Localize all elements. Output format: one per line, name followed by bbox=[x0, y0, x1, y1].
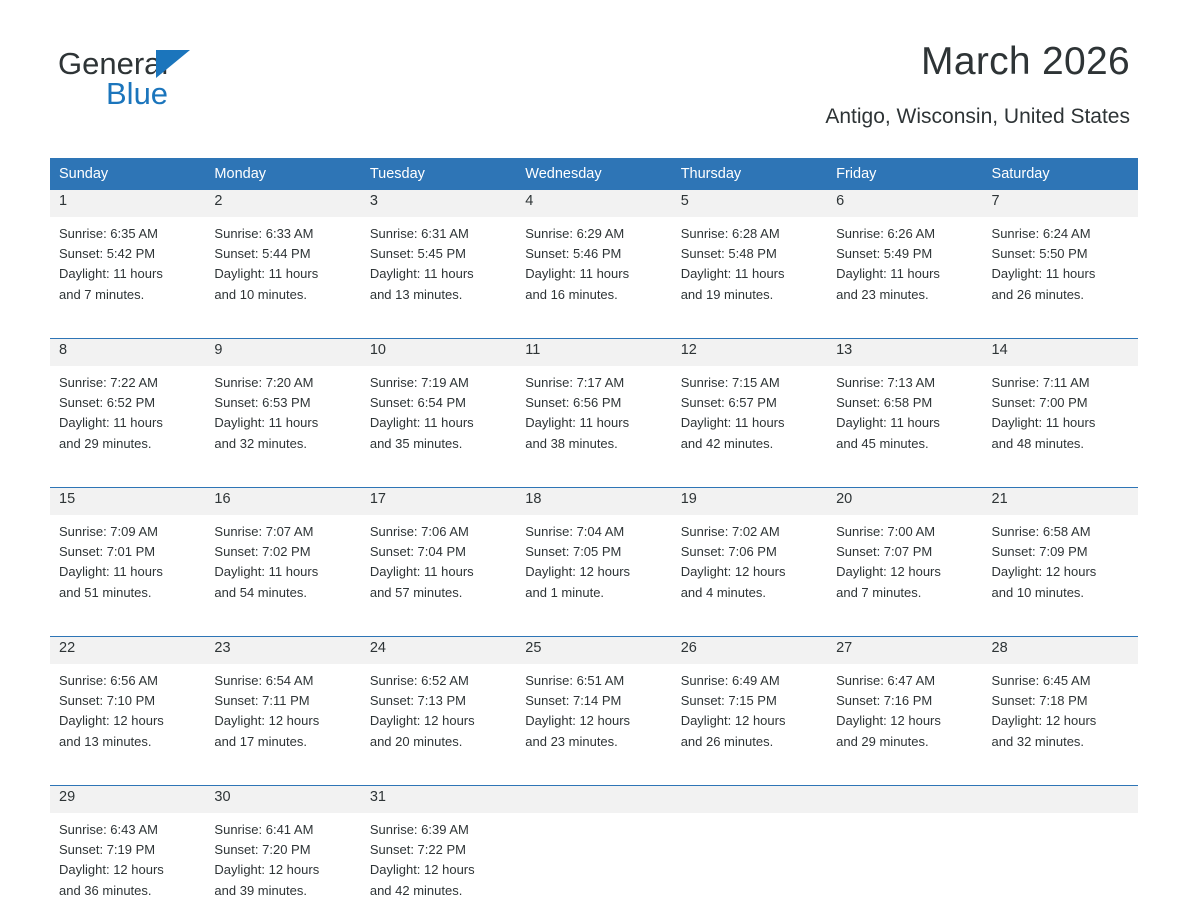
day-number: 26 bbox=[672, 637, 827, 664]
day-number: 22 bbox=[50, 637, 205, 664]
sunset-text: Sunset: 6:54 PM bbox=[369, 395, 466, 411]
daylight-text-line2: and 4 minutes. bbox=[680, 584, 766, 600]
sunrise-text: Sunrise: 6:24 AM bbox=[991, 226, 1091, 241]
sunrise-text: Sunrise: 6:26 AM bbox=[836, 226, 936, 241]
sunrise-text: Sunrise: 7:17 AM bbox=[525, 375, 625, 390]
day-number: 19 bbox=[672, 488, 827, 515]
day-cell bbox=[205, 338, 360, 473]
weekday-header-thursday: Thursday bbox=[672, 158, 827, 189]
weekday-header-sunday: Sunday bbox=[50, 158, 205, 189]
daylight-text-line2: and 10 minutes. bbox=[214, 286, 307, 302]
sunset-text: Sunset: 7:06 PM bbox=[680, 544, 777, 560]
day-cell bbox=[983, 636, 1138, 771]
sunset-text: Sunset: 7:13 PM bbox=[369, 693, 466, 709]
sunrise-text: Sunrise: 6:28 AM bbox=[680, 226, 780, 241]
sunset-text: Sunset: 7:00 PM bbox=[991, 395, 1088, 411]
sunrise-text: Sunrise: 6:29 AM bbox=[525, 226, 625, 241]
day-info bbox=[827, 664, 982, 752]
generalblue-logo bbox=[58, 48, 258, 110]
day-cell bbox=[672, 189, 827, 324]
sunrise-text: Sunrise: 7:15 AM bbox=[680, 375, 780, 390]
daylight-text-line1: Daylight: 12 hours bbox=[214, 862, 320, 878]
day-info bbox=[205, 813, 360, 901]
day-cell bbox=[50, 487, 205, 622]
day-info bbox=[361, 664, 516, 752]
daylight-text-line1: Daylight: 11 hours bbox=[369, 266, 474, 282]
sunrise-text: Sunrise: 6:45 AM bbox=[991, 673, 1091, 688]
daylight-text-line2: and 19 minutes. bbox=[680, 286, 774, 302]
sunrise-text: Sunrise: 6:51 AM bbox=[525, 673, 625, 688]
sunrise-text: Sunrise: 7:06 AM bbox=[369, 524, 469, 539]
calendar-week-row bbox=[50, 338, 1138, 473]
sunrise-text: Sunrise: 6:49 AM bbox=[680, 673, 780, 688]
day-info bbox=[516, 366, 671, 454]
day-cell bbox=[827, 487, 982, 622]
daylight-text-line1: Daylight: 11 hours bbox=[680, 415, 785, 431]
day-cell bbox=[983, 338, 1138, 473]
day-info bbox=[827, 366, 982, 454]
daylight-text-line2: and 51 minutes. bbox=[59, 584, 152, 600]
sunset-text: Sunset: 5:46 PM bbox=[525, 246, 622, 262]
sunrise-text: Sunrise: 7:07 AM bbox=[214, 524, 314, 539]
day-cell bbox=[672, 338, 827, 473]
daylight-text-line1: Daylight: 12 hours bbox=[836, 564, 941, 580]
daylight-text-line2: and 54 minutes. bbox=[214, 584, 307, 600]
daylight-text-line1: Daylight: 11 hours bbox=[836, 415, 940, 431]
daylight-text-line2: and 42 minutes. bbox=[680, 435, 774, 451]
day-info bbox=[672, 217, 827, 305]
weekday-header-friday: Friday bbox=[827, 158, 982, 189]
sunset-text: Sunset: 5:49 PM bbox=[836, 246, 933, 262]
sunrise-text: Sunrise: 6:52 AM bbox=[369, 673, 469, 688]
day-info bbox=[827, 217, 982, 305]
daylight-text-line1: Daylight: 11 hours bbox=[369, 415, 474, 431]
daylight-text-line1: Daylight: 11 hours bbox=[525, 266, 630, 282]
day-number: 30 bbox=[205, 786, 360, 813]
daylight-text-line2: and 29 minutes. bbox=[59, 435, 152, 451]
page-title: March 2026 bbox=[921, 40, 1130, 83]
day-number: 24 bbox=[361, 637, 516, 664]
day-cell-empty bbox=[827, 785, 982, 920]
day-number: 7 bbox=[983, 190, 1138, 217]
day-number: 18 bbox=[516, 488, 671, 515]
daylight-text-line1: Daylight: 12 hours bbox=[991, 564, 1097, 580]
day-info bbox=[516, 664, 671, 752]
day-cell bbox=[516, 189, 671, 324]
day-number: 17 bbox=[361, 488, 516, 515]
daylight-text-line1: Daylight: 12 hours bbox=[680, 713, 786, 729]
daylight-text-line1: Daylight: 12 hours bbox=[991, 713, 1097, 729]
sunset-text: Sunset: 6:58 PM bbox=[836, 395, 933, 411]
day-number: 2 bbox=[205, 190, 360, 217]
daylight-text-line1: Daylight: 11 hours bbox=[369, 564, 474, 580]
daylight-text-line1: Daylight: 12 hours bbox=[59, 713, 164, 729]
sunrise-text: Sunrise: 6:39 AM bbox=[369, 822, 469, 837]
logo-text-blue: Blue bbox=[106, 76, 169, 111]
calendar-week-row bbox=[50, 487, 1138, 622]
day-info bbox=[672, 515, 827, 603]
sunrise-text: Sunrise: 7:02 AM bbox=[680, 524, 780, 539]
sunset-text: Sunset: 5:50 PM bbox=[991, 246, 1088, 262]
daylight-text-line1: Daylight: 11 hours bbox=[525, 415, 630, 431]
sunset-text: Sunset: 6:56 PM bbox=[525, 395, 622, 411]
day-cell-empty bbox=[516, 785, 671, 920]
week-spacer-cell bbox=[50, 324, 1138, 338]
day-info bbox=[205, 515, 360, 603]
daylight-text-line2: and 29 minutes. bbox=[836, 733, 929, 749]
day-cell bbox=[672, 636, 827, 771]
daylight-text-line1: Daylight: 11 hours bbox=[991, 266, 1096, 282]
daylight-text-line1: Daylight: 12 hours bbox=[369, 713, 475, 729]
page-header bbox=[50, 0, 1138, 128]
sunrise-text: Sunrise: 7:11 AM bbox=[991, 375, 1090, 390]
daylight-text-line2: and 42 minutes. bbox=[369, 882, 463, 898]
daylight-text-line2: and 32 minutes. bbox=[991, 733, 1085, 749]
sunset-text: Sunset: 7:07 PM bbox=[836, 544, 933, 560]
day-number bbox=[827, 786, 982, 813]
daylight-text-line2: and 26 minutes. bbox=[680, 733, 774, 749]
day-cell bbox=[672, 487, 827, 622]
sunset-text: Sunset: 7:02 PM bbox=[214, 544, 311, 560]
daylight-text-line1: Daylight: 11 hours bbox=[59, 266, 163, 282]
sunset-text: Sunset: 6:52 PM bbox=[59, 395, 156, 411]
sunset-text: Sunset: 7:11 PM bbox=[214, 693, 310, 709]
daylight-text-line1: Daylight: 12 hours bbox=[836, 713, 941, 729]
day-cell bbox=[516, 338, 671, 473]
sunrise-text: Sunrise: 6:43 AM bbox=[59, 822, 158, 837]
weekday-header-tuesday: Tuesday bbox=[361, 158, 516, 189]
day-cell bbox=[205, 189, 360, 324]
daylight-text-line1: Daylight: 12 hours bbox=[525, 564, 631, 580]
day-number: 13 bbox=[827, 339, 982, 366]
day-number: 12 bbox=[672, 339, 827, 366]
day-cell bbox=[50, 338, 205, 473]
day-cell bbox=[827, 636, 982, 771]
day-cell bbox=[827, 189, 982, 324]
day-number: 28 bbox=[983, 637, 1138, 664]
day-number: 6 bbox=[827, 190, 982, 217]
day-number: 1 bbox=[50, 190, 205, 217]
sunset-text: Sunset: 7:14 PM bbox=[525, 693, 622, 709]
day-cell bbox=[983, 189, 1138, 324]
sunset-text: Sunset: 5:42 PM bbox=[59, 246, 156, 262]
sunrise-text: Sunrise: 7:00 AM bbox=[836, 524, 936, 539]
calendar-week-row bbox=[50, 636, 1138, 771]
weekday-header-saturday: Saturday bbox=[983, 158, 1138, 189]
daylight-text-line1: Daylight: 12 hours bbox=[525, 713, 631, 729]
daylight-text-line1: Daylight: 11 hours bbox=[214, 415, 319, 431]
calendar-header-row bbox=[50, 158, 1138, 189]
day-number: 31 bbox=[361, 786, 516, 813]
daylight-text-line2: and 13 minutes. bbox=[369, 286, 463, 302]
calendar-week-row bbox=[50, 785, 1138, 920]
daylight-text-line1: Daylight: 12 hours bbox=[214, 713, 320, 729]
daylight-text-line2: and 38 minutes. bbox=[525, 435, 618, 451]
day-info bbox=[516, 515, 671, 603]
sunset-text: Sunset: 5:48 PM bbox=[680, 246, 777, 262]
sunset-text: Sunset: 7:04 PM bbox=[369, 544, 466, 560]
day-info bbox=[205, 366, 360, 454]
day-info bbox=[50, 217, 205, 305]
day-info bbox=[50, 366, 205, 454]
day-cell bbox=[361, 189, 516, 324]
daylight-text-line2: and 7 minutes. bbox=[59, 286, 145, 302]
sunset-text: Sunset: 5:44 PM bbox=[214, 246, 311, 262]
day-cell bbox=[361, 785, 516, 920]
daylight-text-line2: and 35 minutes. bbox=[369, 435, 463, 451]
day-info bbox=[50, 515, 205, 603]
day-info bbox=[361, 515, 516, 603]
day-number: 9 bbox=[205, 339, 360, 366]
day-cell bbox=[516, 636, 671, 771]
day-number: 25 bbox=[516, 637, 671, 664]
day-number: 11 bbox=[516, 339, 671, 366]
daylight-text-line2: and 39 minutes. bbox=[214, 882, 307, 898]
daylight-text-line2: and 26 minutes. bbox=[991, 286, 1085, 302]
day-cell bbox=[50, 636, 205, 771]
day-number: 20 bbox=[827, 488, 982, 515]
day-info bbox=[827, 515, 982, 603]
sunset-text: Sunset: 7:20 PM bbox=[214, 842, 311, 858]
day-info bbox=[50, 664, 205, 752]
sunset-text: Sunset: 7:05 PM bbox=[525, 544, 622, 560]
daylight-text-line2: and 32 minutes. bbox=[214, 435, 307, 451]
weekday-header-monday: Monday bbox=[205, 158, 360, 189]
day-number: 14 bbox=[983, 339, 1138, 366]
sunrise-text: Sunrise: 6:41 AM bbox=[214, 822, 314, 837]
daylight-text-line2: and 16 minutes. bbox=[525, 286, 618, 302]
day-info bbox=[361, 217, 516, 305]
day-cell bbox=[361, 338, 516, 473]
daylight-text-line1: Daylight: 11 hours bbox=[59, 564, 163, 580]
sunrise-text: Sunrise: 7:22 AM bbox=[59, 375, 158, 390]
sunset-text: Sunset: 7:09 PM bbox=[991, 544, 1088, 560]
daylight-text-line2: and 10 minutes. bbox=[991, 584, 1085, 600]
sunrise-text: Sunrise: 7:19 AM bbox=[369, 375, 469, 390]
daylight-text-line2: and 36 minutes. bbox=[59, 882, 152, 898]
week-spacer bbox=[50, 622, 1138, 636]
day-info bbox=[672, 366, 827, 454]
day-number: 21 bbox=[983, 488, 1138, 515]
logo-text-general: General bbox=[58, 46, 169, 81]
daylight-text-line2: and 1 minute. bbox=[525, 584, 605, 600]
sunset-text: Sunset: 7:10 PM bbox=[59, 693, 156, 709]
sunrise-sunset-calendar bbox=[50, 158, 1138, 920]
sunrise-text: Sunrise: 7:13 AM bbox=[836, 375, 936, 390]
daylight-text-line2: and 23 minutes. bbox=[525, 733, 618, 749]
daylight-text-line1: Daylight: 11 hours bbox=[836, 266, 940, 282]
daylight-text-line2: and 13 minutes. bbox=[59, 733, 152, 749]
day-number: 4 bbox=[516, 190, 671, 217]
day-info bbox=[361, 366, 516, 454]
day-number bbox=[672, 786, 827, 813]
daylight-text-line1: Daylight: 11 hours bbox=[214, 564, 319, 580]
daylight-text-line2: and 17 minutes. bbox=[214, 733, 307, 749]
day-cell bbox=[827, 338, 982, 473]
daylight-text-line2: and 45 minutes. bbox=[836, 435, 929, 451]
page-subtitle-location: Antigo, Wisconsin, United States bbox=[825, 105, 1130, 128]
sunrise-text: Sunrise: 6:31 AM bbox=[369, 226, 469, 241]
daylight-text-line1: Daylight: 12 hours bbox=[369, 862, 475, 878]
sunset-text: Sunset: 5:45 PM bbox=[369, 246, 466, 262]
sunset-text: Sunset: 7:19 PM bbox=[59, 842, 156, 858]
week-spacer bbox=[50, 324, 1138, 338]
day-cell bbox=[205, 785, 360, 920]
sunset-text: Sunset: 7:18 PM bbox=[991, 693, 1088, 709]
week-spacer bbox=[50, 473, 1138, 487]
day-number bbox=[983, 786, 1138, 813]
sunset-text: Sunset: 6:53 PM bbox=[214, 395, 311, 411]
day-number: 16 bbox=[205, 488, 360, 515]
week-spacer-cell bbox=[50, 473, 1138, 487]
day-cell bbox=[361, 636, 516, 771]
day-number: 3 bbox=[361, 190, 516, 217]
day-number: 8 bbox=[50, 339, 205, 366]
week-spacer bbox=[50, 771, 1138, 785]
day-info bbox=[983, 217, 1138, 305]
daylight-text-line1: Daylight: 11 hours bbox=[214, 266, 319, 282]
daylight-text-line2: and 23 minutes. bbox=[836, 286, 929, 302]
day-cell-empty bbox=[983, 785, 1138, 920]
daylight-text-line1: Daylight: 12 hours bbox=[59, 862, 164, 878]
day-number: 10 bbox=[361, 339, 516, 366]
day-number bbox=[516, 786, 671, 813]
day-number: 29 bbox=[50, 786, 205, 813]
logo-triangle-icon bbox=[156, 50, 190, 78]
daylight-text-line1: Daylight: 11 hours bbox=[59, 415, 163, 431]
sunset-text: Sunset: 6:57 PM bbox=[680, 395, 777, 411]
sunrise-text: Sunrise: 6:47 AM bbox=[836, 673, 936, 688]
sunset-text: Sunset: 7:22 PM bbox=[369, 842, 466, 858]
day-cell bbox=[50, 785, 205, 920]
day-number: 27 bbox=[827, 637, 982, 664]
calendar-week-row bbox=[50, 189, 1138, 324]
day-info bbox=[361, 813, 516, 901]
daylight-text-line1: Daylight: 11 hours bbox=[991, 415, 1096, 431]
day-cell bbox=[205, 487, 360, 622]
day-info bbox=[983, 366, 1138, 454]
sunrise-text: Sunrise: 6:35 AM bbox=[59, 226, 158, 241]
day-info bbox=[983, 515, 1138, 603]
weekday-header-wednesday: Wednesday bbox=[516, 158, 671, 189]
day-info bbox=[672, 664, 827, 752]
day-cell-empty bbox=[672, 785, 827, 920]
day-cell bbox=[983, 487, 1138, 622]
daylight-text-line2: and 20 minutes. bbox=[369, 733, 463, 749]
sunrise-text: Sunrise: 6:58 AM bbox=[991, 524, 1091, 539]
day-number: 15 bbox=[50, 488, 205, 515]
day-info bbox=[516, 217, 671, 305]
day-number: 5 bbox=[672, 190, 827, 217]
daylight-text-line2: and 57 minutes. bbox=[369, 584, 463, 600]
daylight-text-line2: and 48 minutes. bbox=[991, 435, 1085, 451]
day-info bbox=[205, 217, 360, 305]
sunset-text: Sunset: 7:16 PM bbox=[836, 693, 933, 709]
sunrise-text: Sunrise: 6:54 AM bbox=[214, 673, 314, 688]
sunrise-text: Sunrise: 7:20 AM bbox=[214, 375, 314, 390]
week-spacer-cell bbox=[50, 771, 1138, 785]
day-number: 23 bbox=[205, 637, 360, 664]
day-info bbox=[205, 664, 360, 752]
day-cell bbox=[361, 487, 516, 622]
sunrise-text: Sunrise: 7:09 AM bbox=[59, 524, 158, 539]
day-cell bbox=[205, 636, 360, 771]
daylight-text-line1: Daylight: 12 hours bbox=[680, 564, 786, 580]
day-cell bbox=[516, 487, 671, 622]
day-info bbox=[983, 664, 1138, 752]
sunset-text: Sunset: 7:15 PM bbox=[680, 693, 777, 709]
daylight-text-line2: and 7 minutes. bbox=[836, 584, 922, 600]
sunset-text: Sunset: 7:01 PM bbox=[59, 544, 156, 560]
sunrise-text: Sunrise: 6:33 AM bbox=[214, 226, 314, 241]
week-spacer-cell bbox=[50, 622, 1138, 636]
sunrise-text: Sunrise: 7:04 AM bbox=[525, 524, 625, 539]
daylight-text-line1: Daylight: 11 hours bbox=[680, 266, 785, 282]
sunrise-text: Sunrise: 6:56 AM bbox=[59, 673, 158, 688]
day-cell bbox=[50, 189, 205, 324]
day-info bbox=[50, 813, 205, 901]
